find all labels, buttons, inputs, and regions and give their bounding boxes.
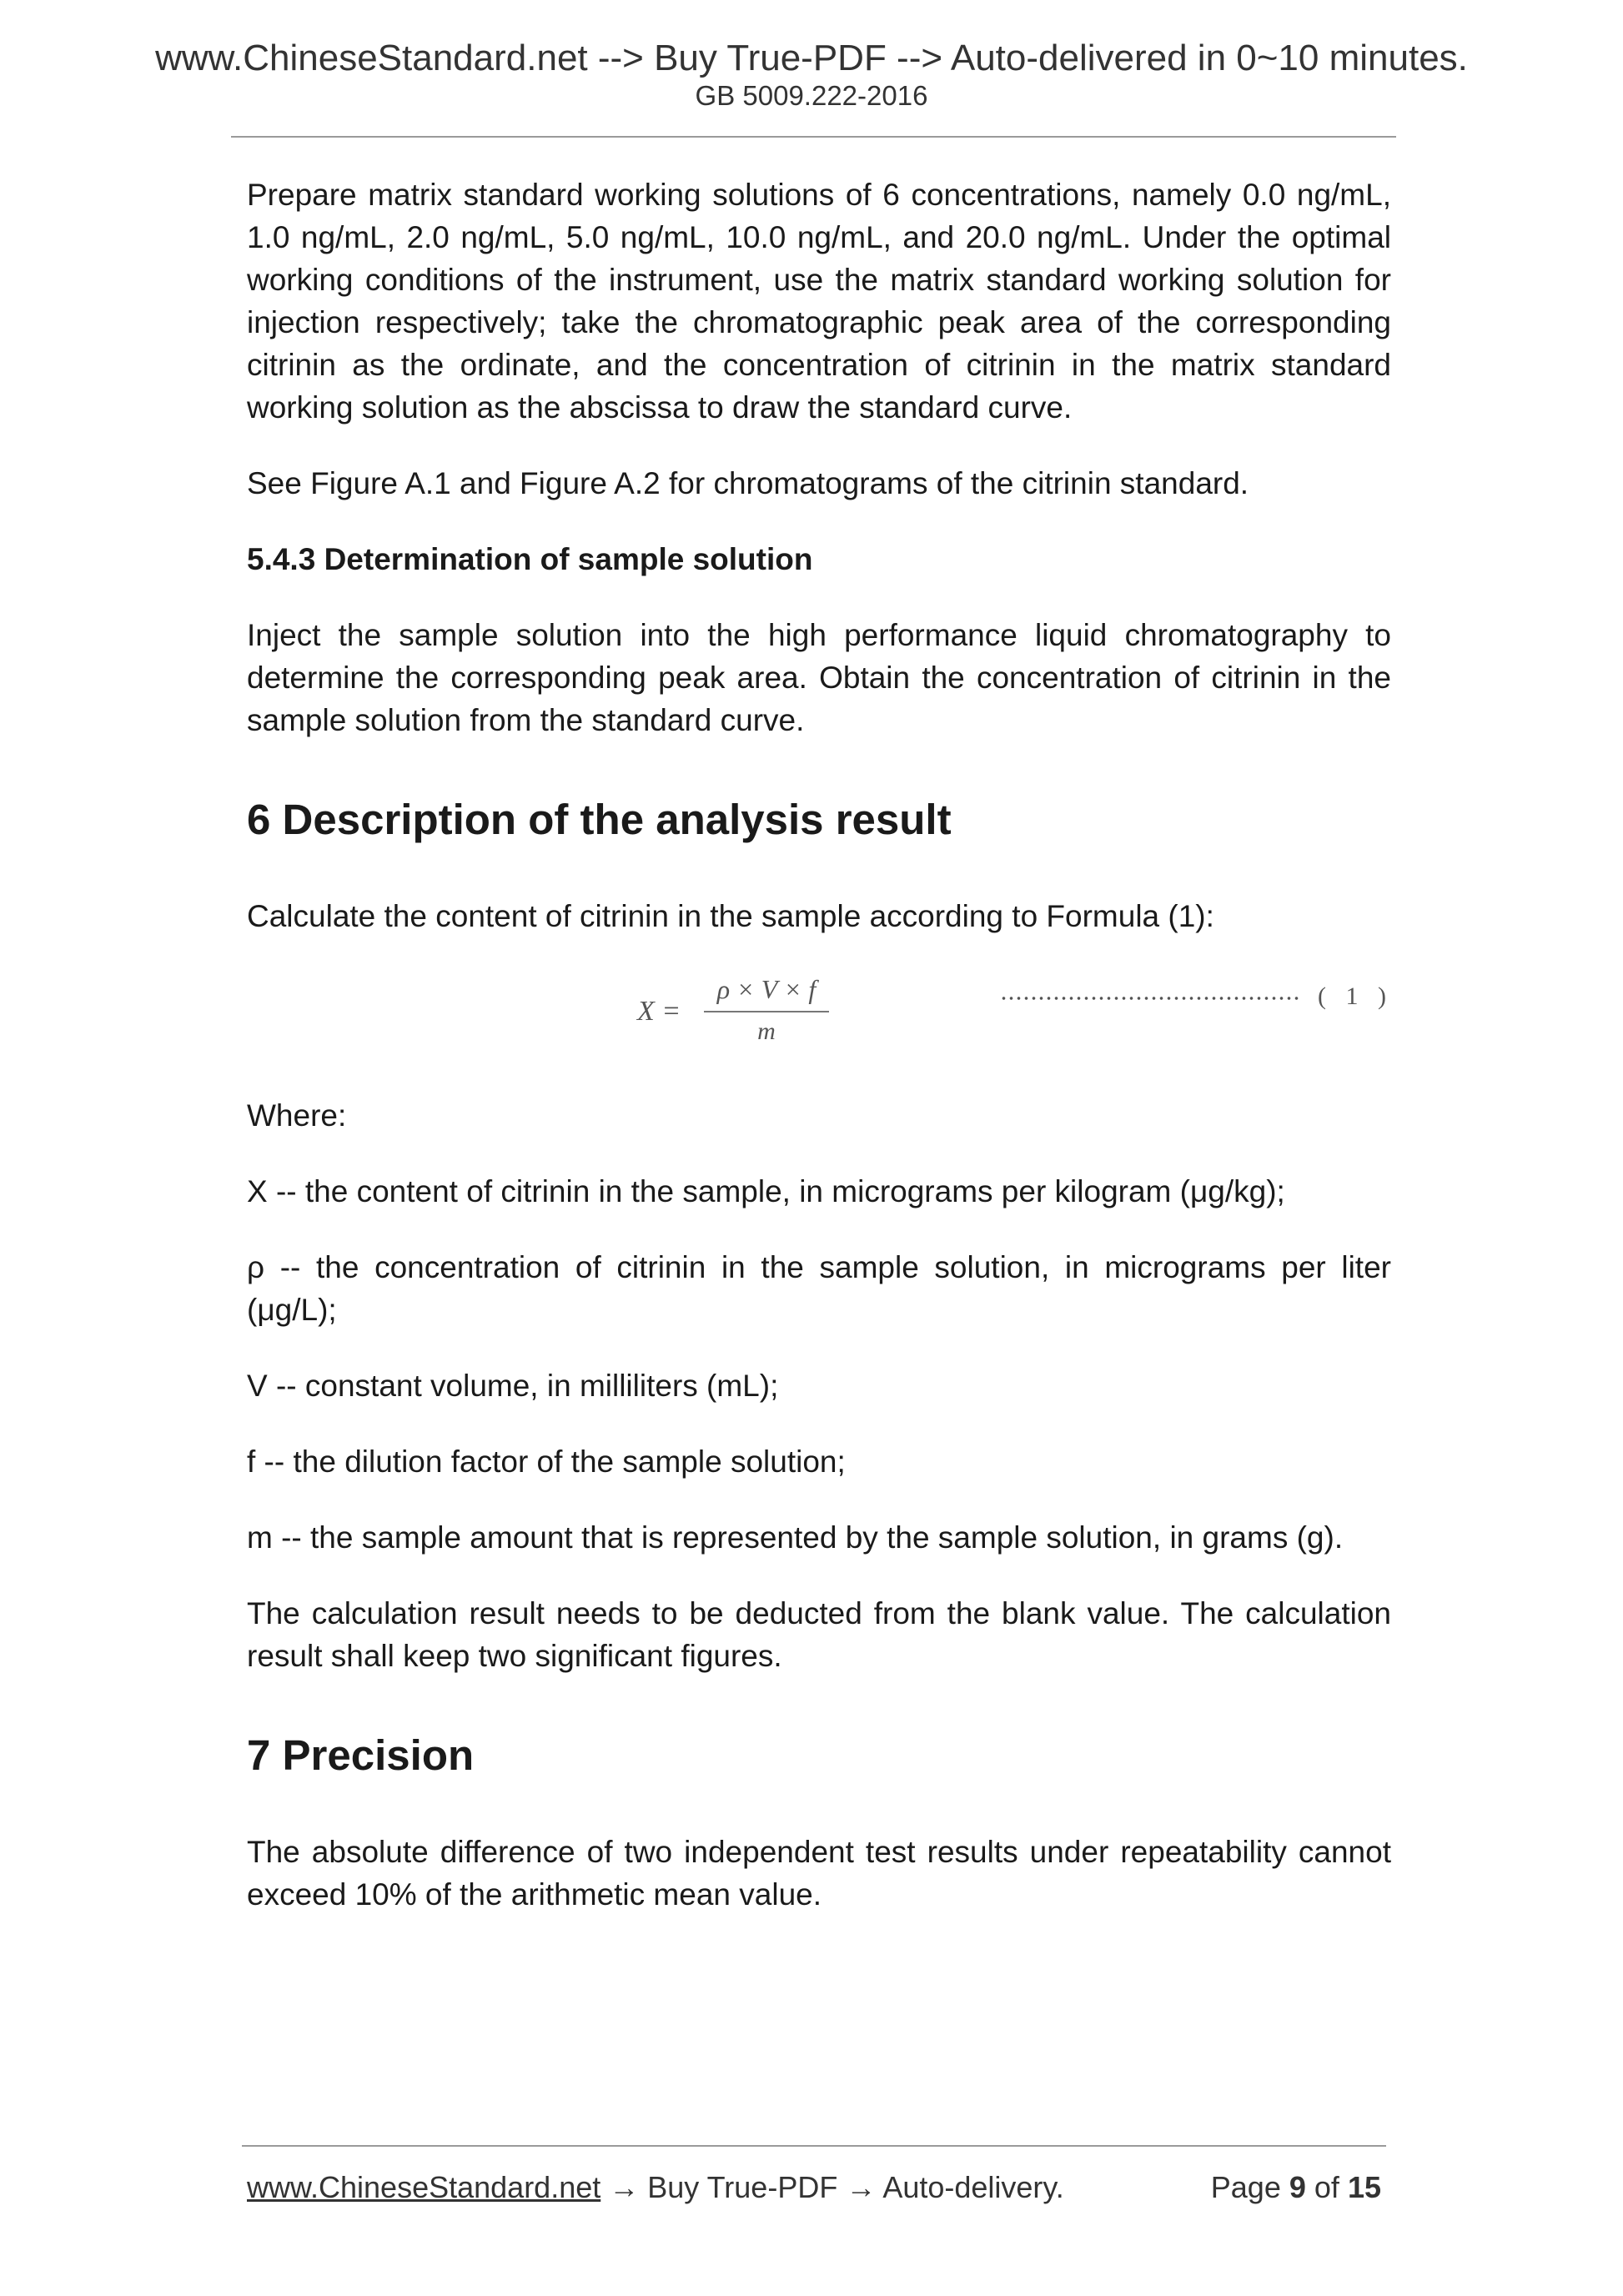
page-content: [247, 173, 1391, 1949]
header-banner[interactable]: www.ChineseStandard.net --> Buy True-PDF --> Auto-delivered in 0~10 minutes.: [155, 38, 1468, 78]
paragraph-inject-sample: Inject the sample solution into the high performance liquid chromatography to determine the corresponding peak area. Obtain the concentration of citrinin in the sample solution from the standard curve.: [247, 618, 1391, 737]
header-divider: [231, 136, 1396, 138]
footer-tagline: → Buy True-PDF → Auto-delivery.: [600, 2170, 1064, 2204]
paragraph-matrix-standard: Prepare matrix standard working solutions of 6 concentrations, namely 0.0 ng/mL, 1.0 ng/mL, 2.0 ng/mL, 5.0 ng/mL, 10.0 ng/mL, and 20.0 ng/mL. Under the optimal working conditions of the instrument, use the matrix standard working solution for injection respectively; take the chromatographic peak area of the corresponding citrinin as the ordinate, and the concentration of citrinin in the matrix standard working solution as the abscissa to draw the standard curve.: [247, 178, 1391, 425]
footer-site-link[interactable]: www.ChineseStandard.net: [247, 2170, 601, 2204]
page-label: Page: [1210, 2170, 1281, 2204]
formula-lhs: X =: [637, 996, 681, 1027]
formula-1: [247, 971, 1391, 1054]
page-number: 9: [1289, 2170, 1306, 2204]
page-indicator: [1210, 2170, 1381, 2204]
definition-rho: ρ -- the concentration of citrinin in the sample solution, in micrograms per liter (μg/L);: [247, 1250, 1391, 1327]
paragraph-figure-reference: See Figure A.1 and Figure A.2 for chromatograms of the citrinin standard.: [247, 466, 1249, 500]
footer: [247, 2170, 1381, 2204]
formula-numerator: ρ × V × f: [716, 974, 817, 1004]
formula-number: ( 1 ): [1318, 982, 1393, 1010]
formula-fraction: [704, 971, 829, 1054]
footer-divider: [242, 2145, 1386, 2147]
paragraph-calculate: Calculate the content of citrinin in the sample according to Formula (1):: [247, 899, 1214, 933]
formula-denominator: m: [757, 1017, 776, 1045]
definition-m: m -- the sample amount that is represented by the sample solution, in grams (g).: [247, 1520, 1344, 1555]
heading-section-6: 6 Description of the analysis result: [247, 796, 952, 843]
formula-fraction-bar: [704, 1011, 829, 1012]
formula-leader-dots: [1000, 996, 1300, 1001]
definition-x: X -- the content of citrinin in the sample, in micrograms per kilogram (μg/kg);: [247, 1174, 1285, 1208]
paragraph-precision: The absolute difference of two independent test results under repeatability cannot exceed 10% of the arithmetic mean value.: [247, 1835, 1391, 1912]
standard-number: GB 5009.222-2016: [695, 80, 928, 111]
where-label: Where:: [247, 1098, 347, 1133]
heading-section-7: 7 Precision: [247, 1731, 475, 1779]
definition-f: f -- the dilution factor of the sample solution;: [247, 1444, 846, 1479]
subheading-5-4-3: 5.4.3 Determination of sample solution: [247, 542, 813, 576]
definition-v: V -- constant volume, in milliliters (mL);: [247, 1369, 779, 1403]
paragraph-blank-value: The calculation result needs to be deducted from the blank value. The calculation result shall keep two significant figures.: [247, 1596, 1391, 1673]
of-label: of: [1314, 2170, 1339, 2204]
page-total: 15: [1347, 2170, 1381, 2204]
